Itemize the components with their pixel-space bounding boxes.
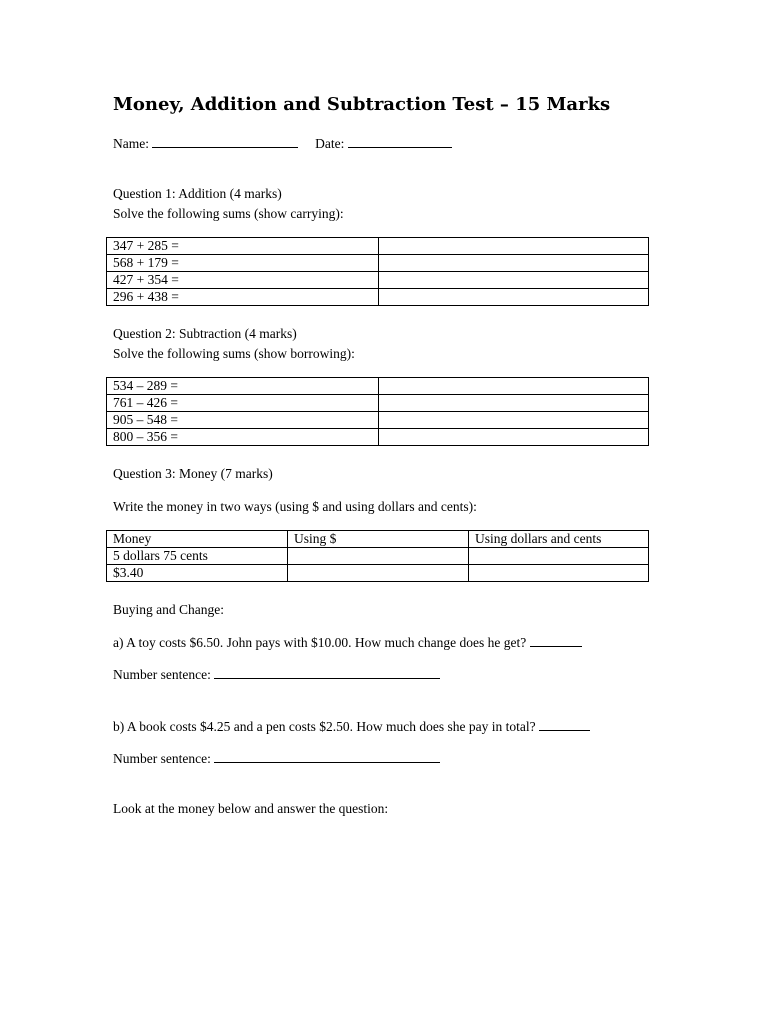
subtraction-answer-4[interactable] (379, 429, 649, 446)
table-row (107, 272, 649, 289)
table-row (107, 565, 649, 582)
q3-instruction: Write the money in two ways (using $ and using dollars and cents): (113, 499, 477, 514)
name-label: Name: (113, 136, 149, 151)
table-row (107, 395, 649, 412)
part-a-row (113, 634, 582, 651)
addition-answer-3[interactable] (379, 272, 649, 289)
table-row (107, 429, 649, 446)
part-a-number-sentence-field[interactable] (214, 666, 440, 679)
addition-sum-1: 347 + 285 = (107, 238, 379, 255)
table-row (107, 548, 649, 565)
addition-sum-3: 427 + 354 = (107, 272, 379, 289)
table-row (107, 238, 649, 255)
using-dollar-col-header: Using $ (288, 531, 469, 548)
dollars-cents-answer-2[interactable] (469, 565, 649, 582)
look-at-money-prompt: Look at the money below and answer the question: (113, 801, 389, 816)
money-amount-1: 5 dollars 75 cents (107, 548, 288, 565)
table-row (107, 378, 649, 395)
addition-table (106, 237, 649, 306)
addition-answer-1[interactable] (379, 238, 649, 255)
date-field[interactable] (348, 135, 452, 148)
part-b-number-sentence-field[interactable] (214, 750, 440, 763)
subtraction-table (106, 377, 649, 446)
part-b-number-sentence-row (113, 750, 440, 767)
page-title: Money, Addition and Subtraction Test – 15 Marks (113, 94, 611, 115)
subtraction-answer-2[interactable] (379, 395, 649, 412)
addition-answer-4[interactable] (379, 289, 649, 306)
table-row (107, 412, 649, 429)
part-b-answer-field[interactable] (539, 718, 590, 731)
number-sentence-label: Number sentence: (113, 667, 211, 682)
subtraction-answer-3[interactable] (379, 412, 649, 429)
dollars-cents-col-header: Using dollars and cents (469, 531, 649, 548)
money-table (106, 530, 649, 582)
date-label: Date: (315, 136, 345, 151)
money-amount-2: $3.40 (107, 565, 288, 582)
name-date-row (113, 135, 452, 152)
subtraction-sum-2: 761 – 426 = (107, 395, 379, 412)
dollars-cents-answer-1[interactable] (469, 548, 649, 565)
subtraction-sum-3: 905 – 548 = (107, 412, 379, 429)
part-b-row (113, 718, 590, 735)
q1-heading: Question 1: Addition (4 marks) (113, 186, 282, 201)
using-dollar-answer-2[interactable] (288, 565, 469, 582)
number-sentence-label: Number sentence: (113, 751, 211, 766)
using-dollar-answer-1[interactable] (288, 548, 469, 565)
q1-instruction: Solve the following sums (show carrying): (113, 206, 344, 221)
table-header-row (107, 531, 649, 548)
money-col-header: Money (107, 531, 288, 548)
name-field[interactable] (152, 135, 298, 148)
part-a-question: a) A toy costs $6.50. John pays with $10.00. How much change does he get? (113, 635, 527, 650)
part-a-answer-field[interactable] (530, 634, 582, 647)
subtraction-sum-1: 534 – 289 = (107, 378, 379, 395)
addition-sum-4: 296 + 438 = (107, 289, 379, 306)
q3-heading: Question 3: Money (7 marks) (113, 466, 273, 481)
addition-sum-2: 568 + 179 = (107, 255, 379, 272)
q2-heading: Question 2: Subtraction (4 marks) (113, 326, 297, 341)
part-a-number-sentence-row (113, 666, 440, 683)
buying-change-heading: Buying and Change: (113, 602, 224, 617)
q2-instruction: Solve the following sums (show borrowing): (113, 346, 355, 361)
subtraction-sum-4: 800 – 356 = (107, 429, 379, 446)
subtraction-answer-1[interactable] (379, 378, 649, 395)
table-row (107, 289, 649, 306)
addition-answer-2[interactable] (379, 255, 649, 272)
part-b-question: b) A book costs $4.25 and a pen costs $2.50. How much does she pay in total? (113, 719, 536, 734)
table-row (107, 255, 649, 272)
